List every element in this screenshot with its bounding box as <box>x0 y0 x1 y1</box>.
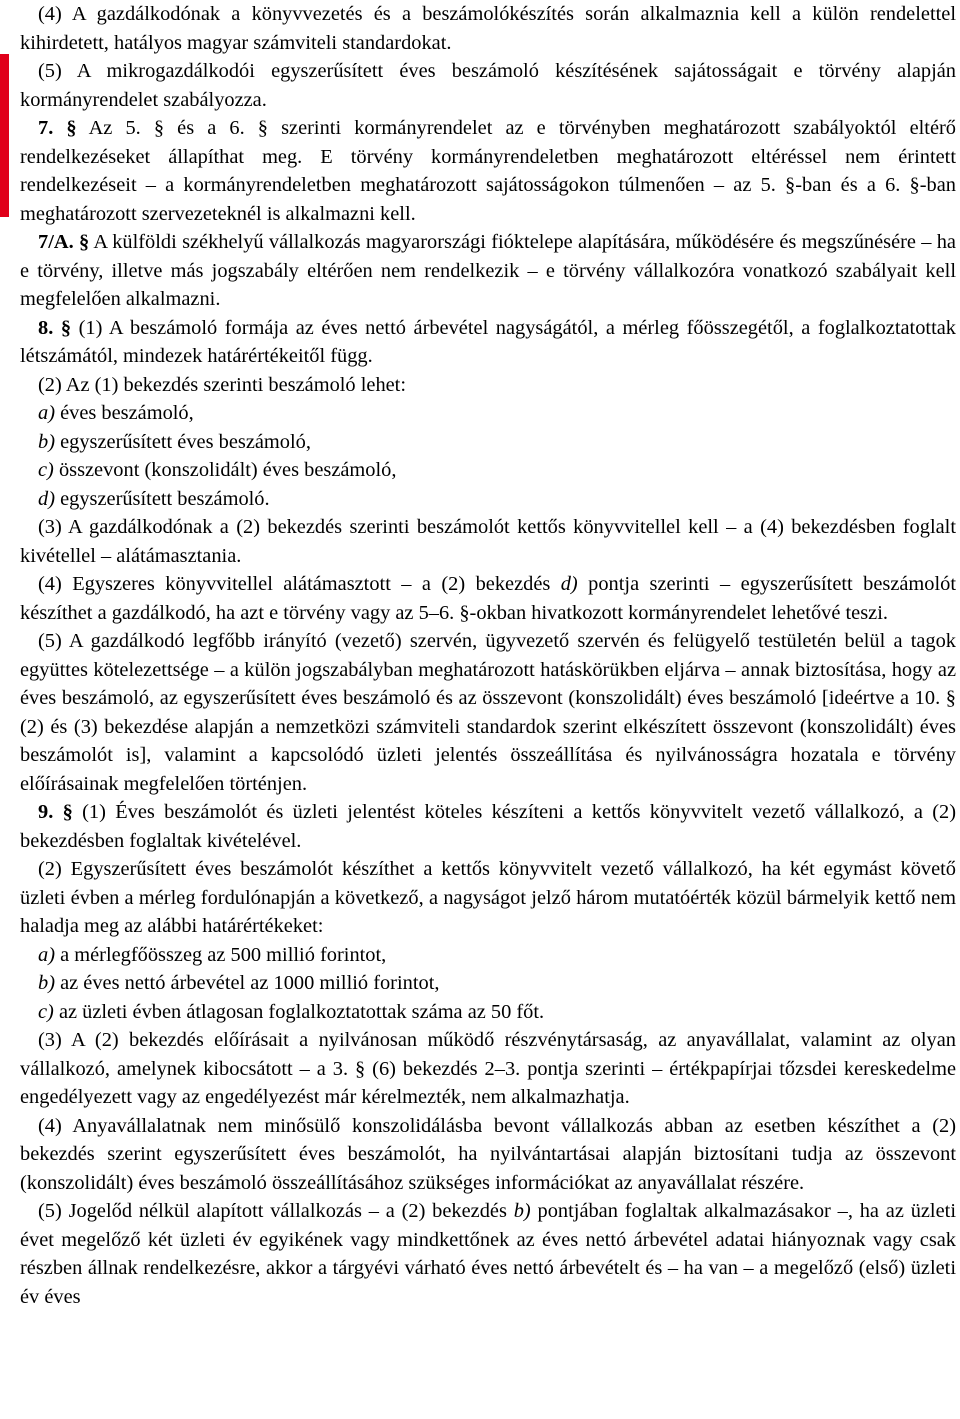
paragraph-5-micro: (5) A mikrogazdálkodói egyszerűsített éves beszámoló készítésének sajátosságait e törvény alapján kormányrendelet szabályozza. <box>20 60 956 111</box>
section-9-para-1: 9. § (1) Éves beszámolót és üzleti jelentést köteles készíteni a kettős könyvvitelt vezető vállalkozó, a (2) bekezdésben foglaltak kivételével. <box>20 801 956 852</box>
list-item: c) az üzleti évben átlagosan foglalkoztatottak száma az 50 főt. <box>38 1000 545 1023</box>
section-8-para-5: (5) A gazdálkodó legfőbb irányító (vezető) szervén, ügyvezető szervén és felügyelő testületén belül a tagok együttes kötelezettsége – a külön jogszabályban meghatározott hatáskörükben eljárva – annak biztosítása, hogy az éves beszámoló, az egyszerűsített éves beszámoló és az összevont (konszolidált) éves beszámoló [ideértve a 10. § (2) és (3) bekezdése alapján a nemzetközi számviteli standardok szerint elkészített összevont (konszolidált) éves beszámolót is], valamint a kapcsolódó üzleti jelentés összeállítása és nyilvánosságra hozatala e törvény előírásainak megfelelően történjen. <box>20 630 956 795</box>
section-8-para-4: (4) Egyszeres könyvvitellel alátámasztott – a (2) bekezdés d) pontja szerinti – egyszerűsített beszámolót készíthet a gazdálkodó, ha azt e törvény vagy az 5–6. §-okban hivatkozott kormányrendelet lehetővé teszi. <box>20 573 956 624</box>
section-9-para-4: (4) Anyavállalatnak nem minősülő konszolidálásba bevont vállalkozás abban az esetben készíthet a (2) bekezdés szerint egyszerűsített éves beszámolót, ha nyilvántartásai alapján biztosítani tudja az összevont (konszolidált) éves beszámoló összeállításához szükséges információkat az anyavállalat részére. <box>20 1114 956 1194</box>
section-9-para-3: (3) A (2) bekezdés előírásait a nyilvánosan működő részvénytársaság, az anyavállalat, valamint az olyan vállalkozó, amelynek kibocsátott – a 3. § (6) bekezdés 2–3. pontja szerinti – értékpapírjai tőzsdei kereskedelme engedélyezett vagy az engedélyezést már kérelmezték, nem alkalmazhatja. <box>20 1029 956 1108</box>
list-item: c) összevont (konszolidált) éves beszámoló, <box>38 459 397 481</box>
section-9-para-5: (5) Jogelőd nélkül alapított vállalkozás – a (2) bekezdés b) pontjában foglaltak alkalmazásakor –, ha az üzleti évet megelőző két üzleti év egyikének vagy mindkettőnek az éves nettó árbevétel adatai hiányoznak vagy csak részben állnak rendelkezésre, akkor a tárgyévi várható éves nettó árbevételt és – ha van – a megelőző (első) üzleti év éves <box>20 1200 956 1308</box>
section-heading: 7. § <box>38 117 77 139</box>
change-bar <box>0 54 9 217</box>
section-8-para-2: (2) Az (1) bekezdés szerinti beszámoló lehet: <box>38 373 407 396</box>
paragraph-4-standards: (4) A gazdálkodónak a könyvvezetés és a beszámolókészítés során alkalmaznia kell a külön rendelettel kihirdetett, hatályos magyar számviteli standardokat. <box>20 3 956 54</box>
list-item: d) egyszerűsített beszámoló. <box>38 487 270 510</box>
list-item: a) éves beszámoló, <box>38 402 194 424</box>
section-7a: 7/A. § A külföldi székhelyű vállalkozás magyarországi fióktelepe alapítására, működésére és megszűnésére – ha e törvény, illetve más jogszabály eltérően nem rendelkezik – e törvény vállalkozóra vonatkozó szabályait kell megfelelően alkalmazni. <box>20 231 956 310</box>
list-item: b) az éves nettó árbevétel az 1000 millió forintot, <box>38 972 440 994</box>
list-item: a) a mérlegfőösszeg az 500 millió forintot, <box>38 943 387 966</box>
section-9-para-2: (2) Egyszerűsített éves beszámolót készíthet a kettős könyvvitelt vezető vállalkozó, ha két egymást követő üzleti évben a mérleg fordulónapján a következő, a nagyságot jelző három mutatóérték közül bármelyik kettő nem haladja meg az alábbi határértékeket: <box>20 858 956 937</box>
list-item: b) egyszerűsített éves beszámoló, <box>38 430 311 453</box>
section-heading: 8. § <box>38 316 72 339</box>
section-heading: 7/A. § <box>38 231 90 253</box>
section-heading: 9. § <box>38 801 73 823</box>
document-text <box>20 0 956 1311</box>
section-8-para-1: 8. § (1) A beszámoló formája az éves nettó árbevétel nagyságától, a mérleg főösszegétől, a foglalkoztatottak létszámától, mindezek határértékeitől függ. <box>20 316 956 367</box>
section-7: 7. § Az 5. § és a 6. § szerinti kormányrendelet az e törvényben meghatározott szabályoktól eltérő rendelkezéseket állapíthat meg. E törvény kormányrendeletben meghatározott eltéréssel nem érintett rendelkezéseit – a kormányrendeletben meghatározott sajátosságokon túlmenően – az 5. §-ban és a 6. §-ban meghatározott szervezeteknél is alkalmazni kell. <box>20 117 956 225</box>
section-8-para-3: (3) A gazdálkodónak a (2) bekezdés szerinti beszámolót kettős könyvvitellel kell – a (4) bekezdésben foglalt kivétellel – alátámasztania. <box>20 516 956 567</box>
